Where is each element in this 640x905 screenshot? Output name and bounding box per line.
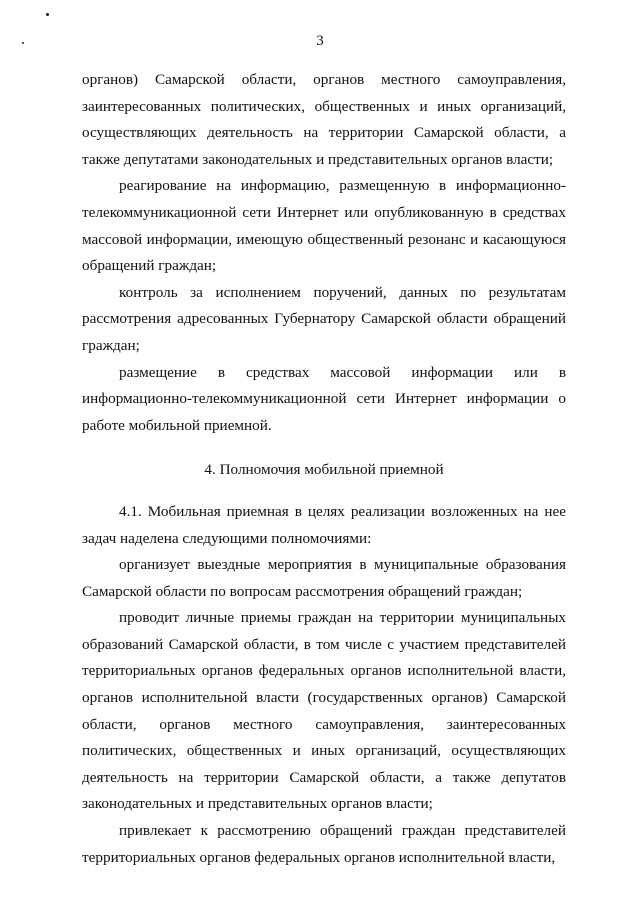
scan-speck — [46, 13, 49, 16]
paragraph: контроль за исполнением поручений, данных по результатам рассмотрения адресованных Губернатору Самарской области обращений граждан; — [82, 283, 566, 354]
paragraph: организует выездные мероприятия в муниципальные образования Самарской области по вопросам рассмотрения обращений граждан; — [82, 556, 566, 600]
paragraph: проводит личные приемы граждан на территории муниципальных образований Самарской области, в том числе с участием представителей территориальных органов федеральных органов исполнительной власти, органов исполнительной власти (государственных органов) Самарской области, органов местного самоуправления, заинтересованных политических, общественных и иных организаций, осуществляющих деятельность на территории Самарской области, а также депутатов законодательных и представительных органов власти; — [82, 609, 566, 813]
document-body — [82, 67, 566, 871]
page-number: 3 — [316, 33, 324, 49]
section-heading: 4. Полномочия мобильной приемной — [204, 461, 444, 479]
paragraph: привлекает к рассмотрению обращений граждан представителей территориальных органов федеральных органов исполнительной власти, — [82, 822, 566, 866]
paragraph: 4.1. Мобильная приемная в целях реализации возложенных на нее задач наделена следующими полномочиями: — [82, 502, 566, 547]
paragraph: реагирование на информацию, размещенную в информационно-телекоммуникационной сети Интернет или опубликованную в средствах массовой информации, имеющую общественный резонанс и касающуюся обращений граждан; — [82, 177, 566, 275]
paragraph: органов) Самарской области, органов местного самоуправления, заинтересованных политических, общественных и иных организаций, осуществляющих деятельность на территории Самарской области, а также депутатами законодательных и представительных органов власти; — [82, 71, 566, 168]
paragraph: размещение в средствах массовой информации или в информационно-телекоммуникационной сети Интернет информации о работе мобильной приемной. — [82, 363, 566, 434]
